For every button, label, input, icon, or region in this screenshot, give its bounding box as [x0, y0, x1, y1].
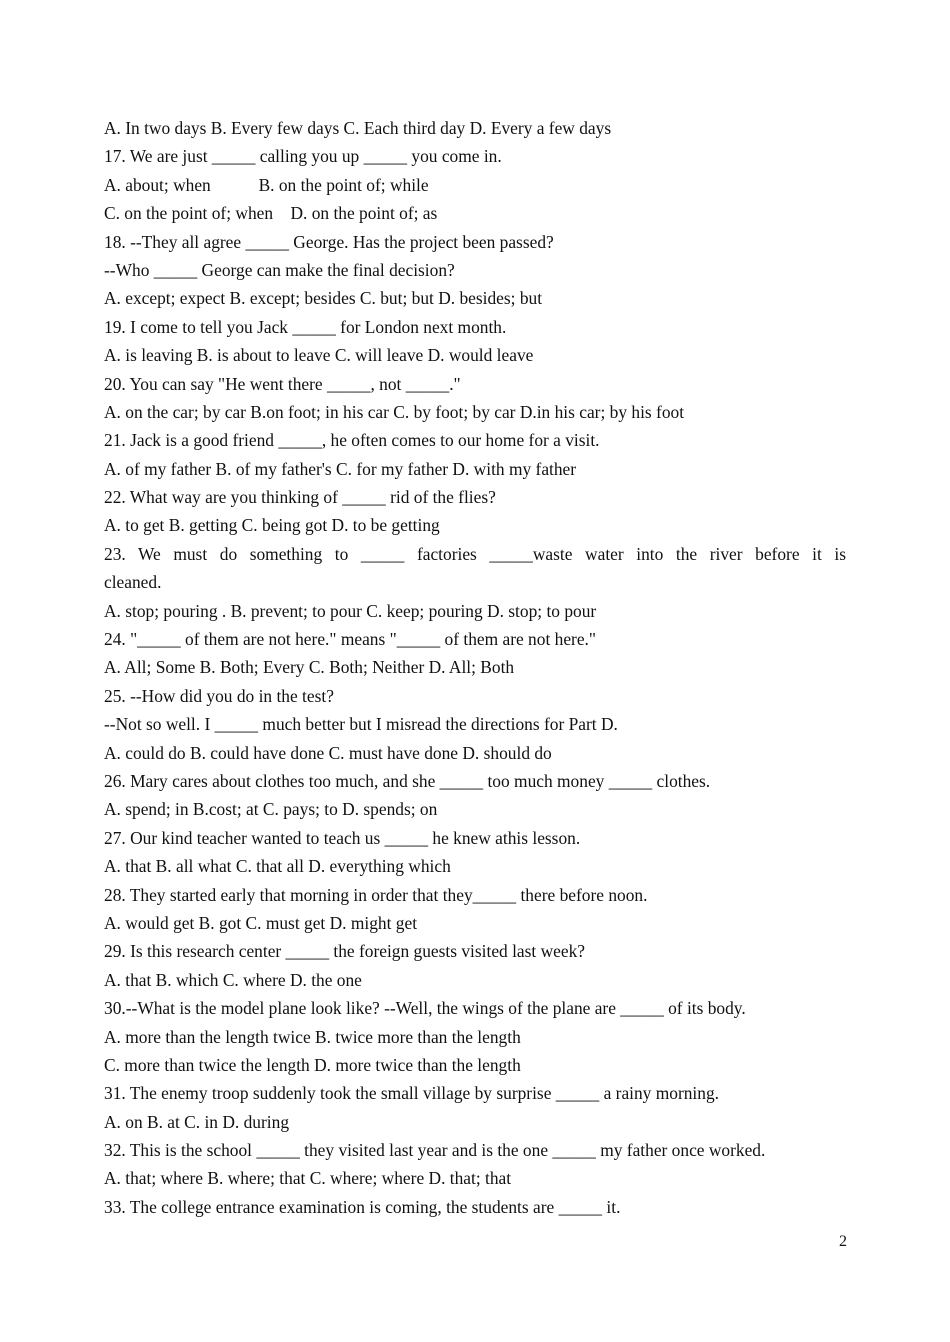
- text-line: A. could do B. could have done C. must have done D. should do: [104, 742, 552, 763]
- text-line: 18. --They all agree _____ George. Has the project been passed?: [104, 231, 554, 252]
- text-line: 20. You can say "He went there _____, not _____.": [104, 373, 461, 394]
- page-number: 2: [839, 1233, 847, 1250]
- text-line: 19. I come to tell you Jack _____ for London next month.: [104, 316, 507, 337]
- text-line: A. stop; pouring . B. prevent; to pour C. keep; pouring D. stop; to pour: [104, 600, 597, 621]
- text-line: --Not so well. I _____ much better but I misread the directions for Part D.: [104, 714, 618, 735]
- text-line: C. on the point of; when D. on the point of; as: [104, 203, 438, 224]
- text-line: A. to get B. getting C. being got D. to be getting: [104, 515, 440, 536]
- text-line: A. In two days B. Every few days C. Each third day D. Every a few days: [104, 118, 612, 138]
- text-line: 29. Is this research center _____ the foreign guests visited last week?: [104, 941, 585, 962]
- text-line: 26. Mary cares about clothes too much, and she _____ too much money _____ clothes.: [104, 770, 711, 791]
- text-line: A. that B. all what C. that all D. everything which: [104, 856, 451, 877]
- text-line: A. about; when B. on the point of; while: [104, 174, 429, 195]
- text-line: A. of my father B. of my father's C. for my father D. with my father: [104, 458, 577, 479]
- text-line: 27. Our kind teacher wanted to teach us _____ he knew athis lesson.: [104, 827, 581, 848]
- text-line: A. would get B. got C. must get D. might get: [104, 912, 418, 933]
- text-line: 28. They started early that morning in order that they_____ there before noon.: [104, 884, 648, 905]
- text-line: 21. Jack is a good friend _____, he often comes to our home for a visit.: [104, 430, 600, 451]
- text-line: A. on B. at C. in D. during: [104, 1111, 290, 1132]
- text-line: 23. We must do something to _____ factories _____waste water into the river before it is: [104, 543, 846, 564]
- text-line: 31. The enemy troop suddenly took the small village by surprise _____ a rainy morning.: [104, 1083, 720, 1104]
- text-line: 17. We are just _____ calling you up _____ you come in.: [104, 146, 502, 167]
- text-line: A. spend; in B.cost; at C. pays; to D. spends; on: [104, 799, 438, 820]
- text-line: A. is leaving B. is about to leave C. will leave D. would leave: [104, 345, 534, 366]
- text-line: A. on the car; by car B.on foot; in his car C. by foot; by car D.in his car; by his foot: [104, 401, 685, 422]
- text-line: 24. "_____ of them are not here." means "_____ of them are not here.": [104, 629, 596, 650]
- text-line: A. that; where B. where; that C. where; where D. that; that: [104, 1168, 512, 1189]
- text-line: A. more than the length twice B. twice more than the length: [104, 1026, 521, 1047]
- text-line: cleaned.: [104, 572, 162, 593]
- text-line: C. more than twice the length D. more twice than the length: [104, 1054, 521, 1075]
- text-line: 30.--What is the model plane look like? --Well, the wings of the plane are _____ of its body.: [104, 998, 746, 1019]
- text-line: 33. The college entrance examination is coming, the students are _____ it.: [104, 1196, 621, 1217]
- text-line: A. that B. which C. where D. the one: [104, 969, 362, 990]
- text-line: A. All; Some B. Both; Every C. Both; Neither D. All; Both: [104, 657, 515, 678]
- text-line: --Who _____ George can make the final decision?: [104, 259, 455, 280]
- exam-questions: [104, 114, 846, 1221]
- text-line: 22. What way are you thinking of _____ rid of the flies?: [104, 487, 496, 508]
- text-line: A. except; expect B. except; besides C. but; but D. besides; but: [104, 288, 543, 309]
- text-line: 32. This is the school _____ they visited last year and is the one _____ my father once worked.: [104, 1140, 766, 1161]
- text-line: 25. --How did you do in the test?: [104, 685, 334, 706]
